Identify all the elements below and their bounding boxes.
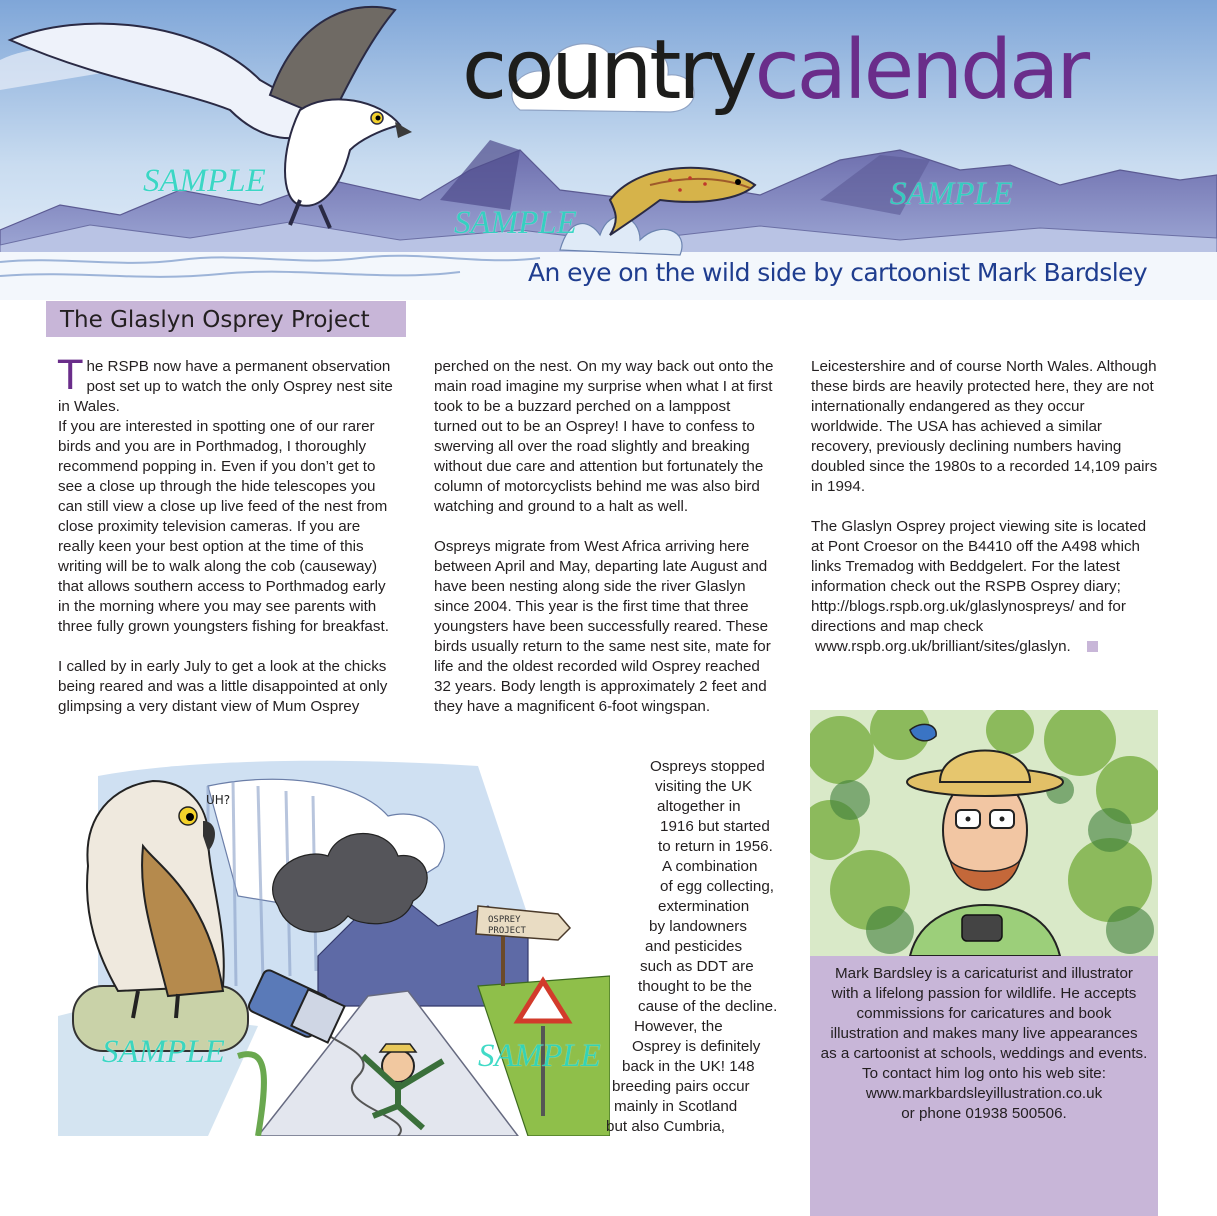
side-text-line: Ospreys stopped [650, 758, 765, 775]
paragraph: I called by in early July to get a look at the chicks being reared and was a little disappointed at only glimpsing a very distant view of Mum Osprey [58, 658, 388, 715]
side-text-line: thought to be the [638, 978, 753, 995]
author-bio [810, 956, 1158, 1216]
bio-line: illustration and makes many live appearances [830, 1025, 1138, 1042]
paragraph: If you are interested in spotting one of our rarer birds and you are in Porthmadog, I thoroughly recommend popping in. Even if you don’t get to see a close up through the hide telescopes you can still view a close up live feed of the nest from close proximity television cameras. If you are really keen your best option at the time of this writing will be to walk along the cob (causeway) that allows southern access to Porthmadog early in the morning where you may see parents with three fully grown youngsters fishing for breakfast. [58, 418, 389, 635]
bio-line: with a lifelong passion for wildlife. He accepts [831, 985, 1137, 1002]
cartoon-drawing [58, 756, 610, 1136]
portrait-drawing [810, 710, 1158, 956]
side-text-line: such as DDT are [640, 958, 754, 975]
paragraph: The Glaslyn Osprey project viewing site is located at Pont Croesor on the B4410 off the A498 which links Tremadog with Beddgelert. For the latest information check out the RSPB Osprey diary; http://blogs.rspb.org.uk/glaslynospreys/ and for directions and map check [811, 518, 1147, 635]
rspb-link[interactable]: www.rspb.org.uk/brilliant/sites/glaslyn. [815, 638, 1071, 655]
cartoon-illustration [58, 756, 610, 1136]
masthead-calendar: calendar [754, 23, 1088, 118]
article-column-3 [811, 357, 1159, 657]
masthead-country: country [462, 23, 755, 118]
side-text-line: cause of the decline. [638, 998, 778, 1015]
watermark: SAMPLE [143, 163, 266, 199]
side-text-line: 1916 but started [660, 818, 770, 835]
side-text-line: breeding pairs occur [612, 1078, 750, 1095]
side-text-line: but also Cumbria, [606, 1118, 726, 1135]
side-text-line: back in the UK! 148 [622, 1058, 755, 1075]
header-banner [0, 0, 1217, 300]
watermark: SAMPLE [454, 205, 577, 241]
article-column-2 [434, 357, 774, 737]
paragraph: perched on the nest. On my way back out onto the main road imagine my surprise when what I at first took to be a buzzard perched on a lamppost turned out to be an Osprey! I have to confess to swerving all over the road slightly and breaking without due care and attention but fortunately the column of motorcyclists behind me was also bird watching and ground to a halt as well. [434, 358, 774, 515]
side-text-line: extermination [658, 898, 750, 915]
bio-line: commissions for caricatures and book [856, 1005, 1112, 1022]
side-text-line: mainly in Scotland [614, 1098, 738, 1115]
watermark: SAMPLE [478, 1038, 601, 1074]
side-text-line: A combination [662, 858, 758, 875]
side-text-line: to return in 1956. [658, 838, 773, 855]
paragraph: Ospreys migrate from West Africa arriving here between April and May, departing late August and have been nesting along side the river Glaslyn since 2004. This year is the first time that three youngsters have been successfully reared. These birds usually return to the same nest site, mate for life and the oldest recorded wild Osprey reached 32 years. Body length is approximately 2 feet and they have a magnificent 6-foot wingspan. [434, 538, 771, 715]
sign-text: OSPREY [488, 915, 521, 925]
paragraph: he RSPB now have a permanent observation post set up to watch the only Osprey nest site in Wales. [58, 358, 393, 415]
paragraph: Leicestershire and of course North Wales. Although these birds are heavily protected here, they are not internationally endangered as they occur worldwide. The USA has achieved a similar recovery, previously declining numbers having doubled since the 1980s to a recorded 14,109 pairs in 1994. [811, 358, 1158, 495]
side-text-line: altogether in [657, 798, 741, 815]
side-text-line: visiting the UK [655, 778, 753, 795]
side-text-line: of egg collecting, [660, 878, 774, 895]
side-text-line: Osprey is definitely [632, 1038, 761, 1055]
bio-line: Mark Bardsley is a caricaturist and illustrator [835, 965, 1133, 982]
drop-cap: T [58, 353, 83, 399]
side-text-line: by landowners [649, 918, 747, 935]
article-column-1 [58, 353, 400, 737]
author-portrait [810, 710, 1158, 956]
speech-text: UH? [206, 793, 231, 807]
watermark: SAMPLE [890, 176, 1013, 212]
website-link[interactable]: www.markbardsleyillustration.co.uk [865, 1085, 1103, 1102]
tagline: An eye on the wild side by cartoonist Mark Bardsley [528, 258, 1148, 287]
section-title: The Glaslyn Osprey Project [46, 301, 406, 337]
end-mark [1087, 641, 1098, 652]
side-text-line: and pesticides [645, 938, 743, 955]
phone-number: or phone 01938 500506. [901, 1105, 1067, 1122]
bio-line: as a cartoonist at schools, weddings and events. [820, 1045, 1148, 1062]
sign-text: PROJECT [488, 926, 526, 936]
watermark: SAMPLE [102, 1034, 225, 1070]
side-text-line: However, the [634, 1018, 723, 1035]
bio-line: To contact him log onto his web site: [862, 1065, 1106, 1082]
masthead [462, 23, 1088, 118]
